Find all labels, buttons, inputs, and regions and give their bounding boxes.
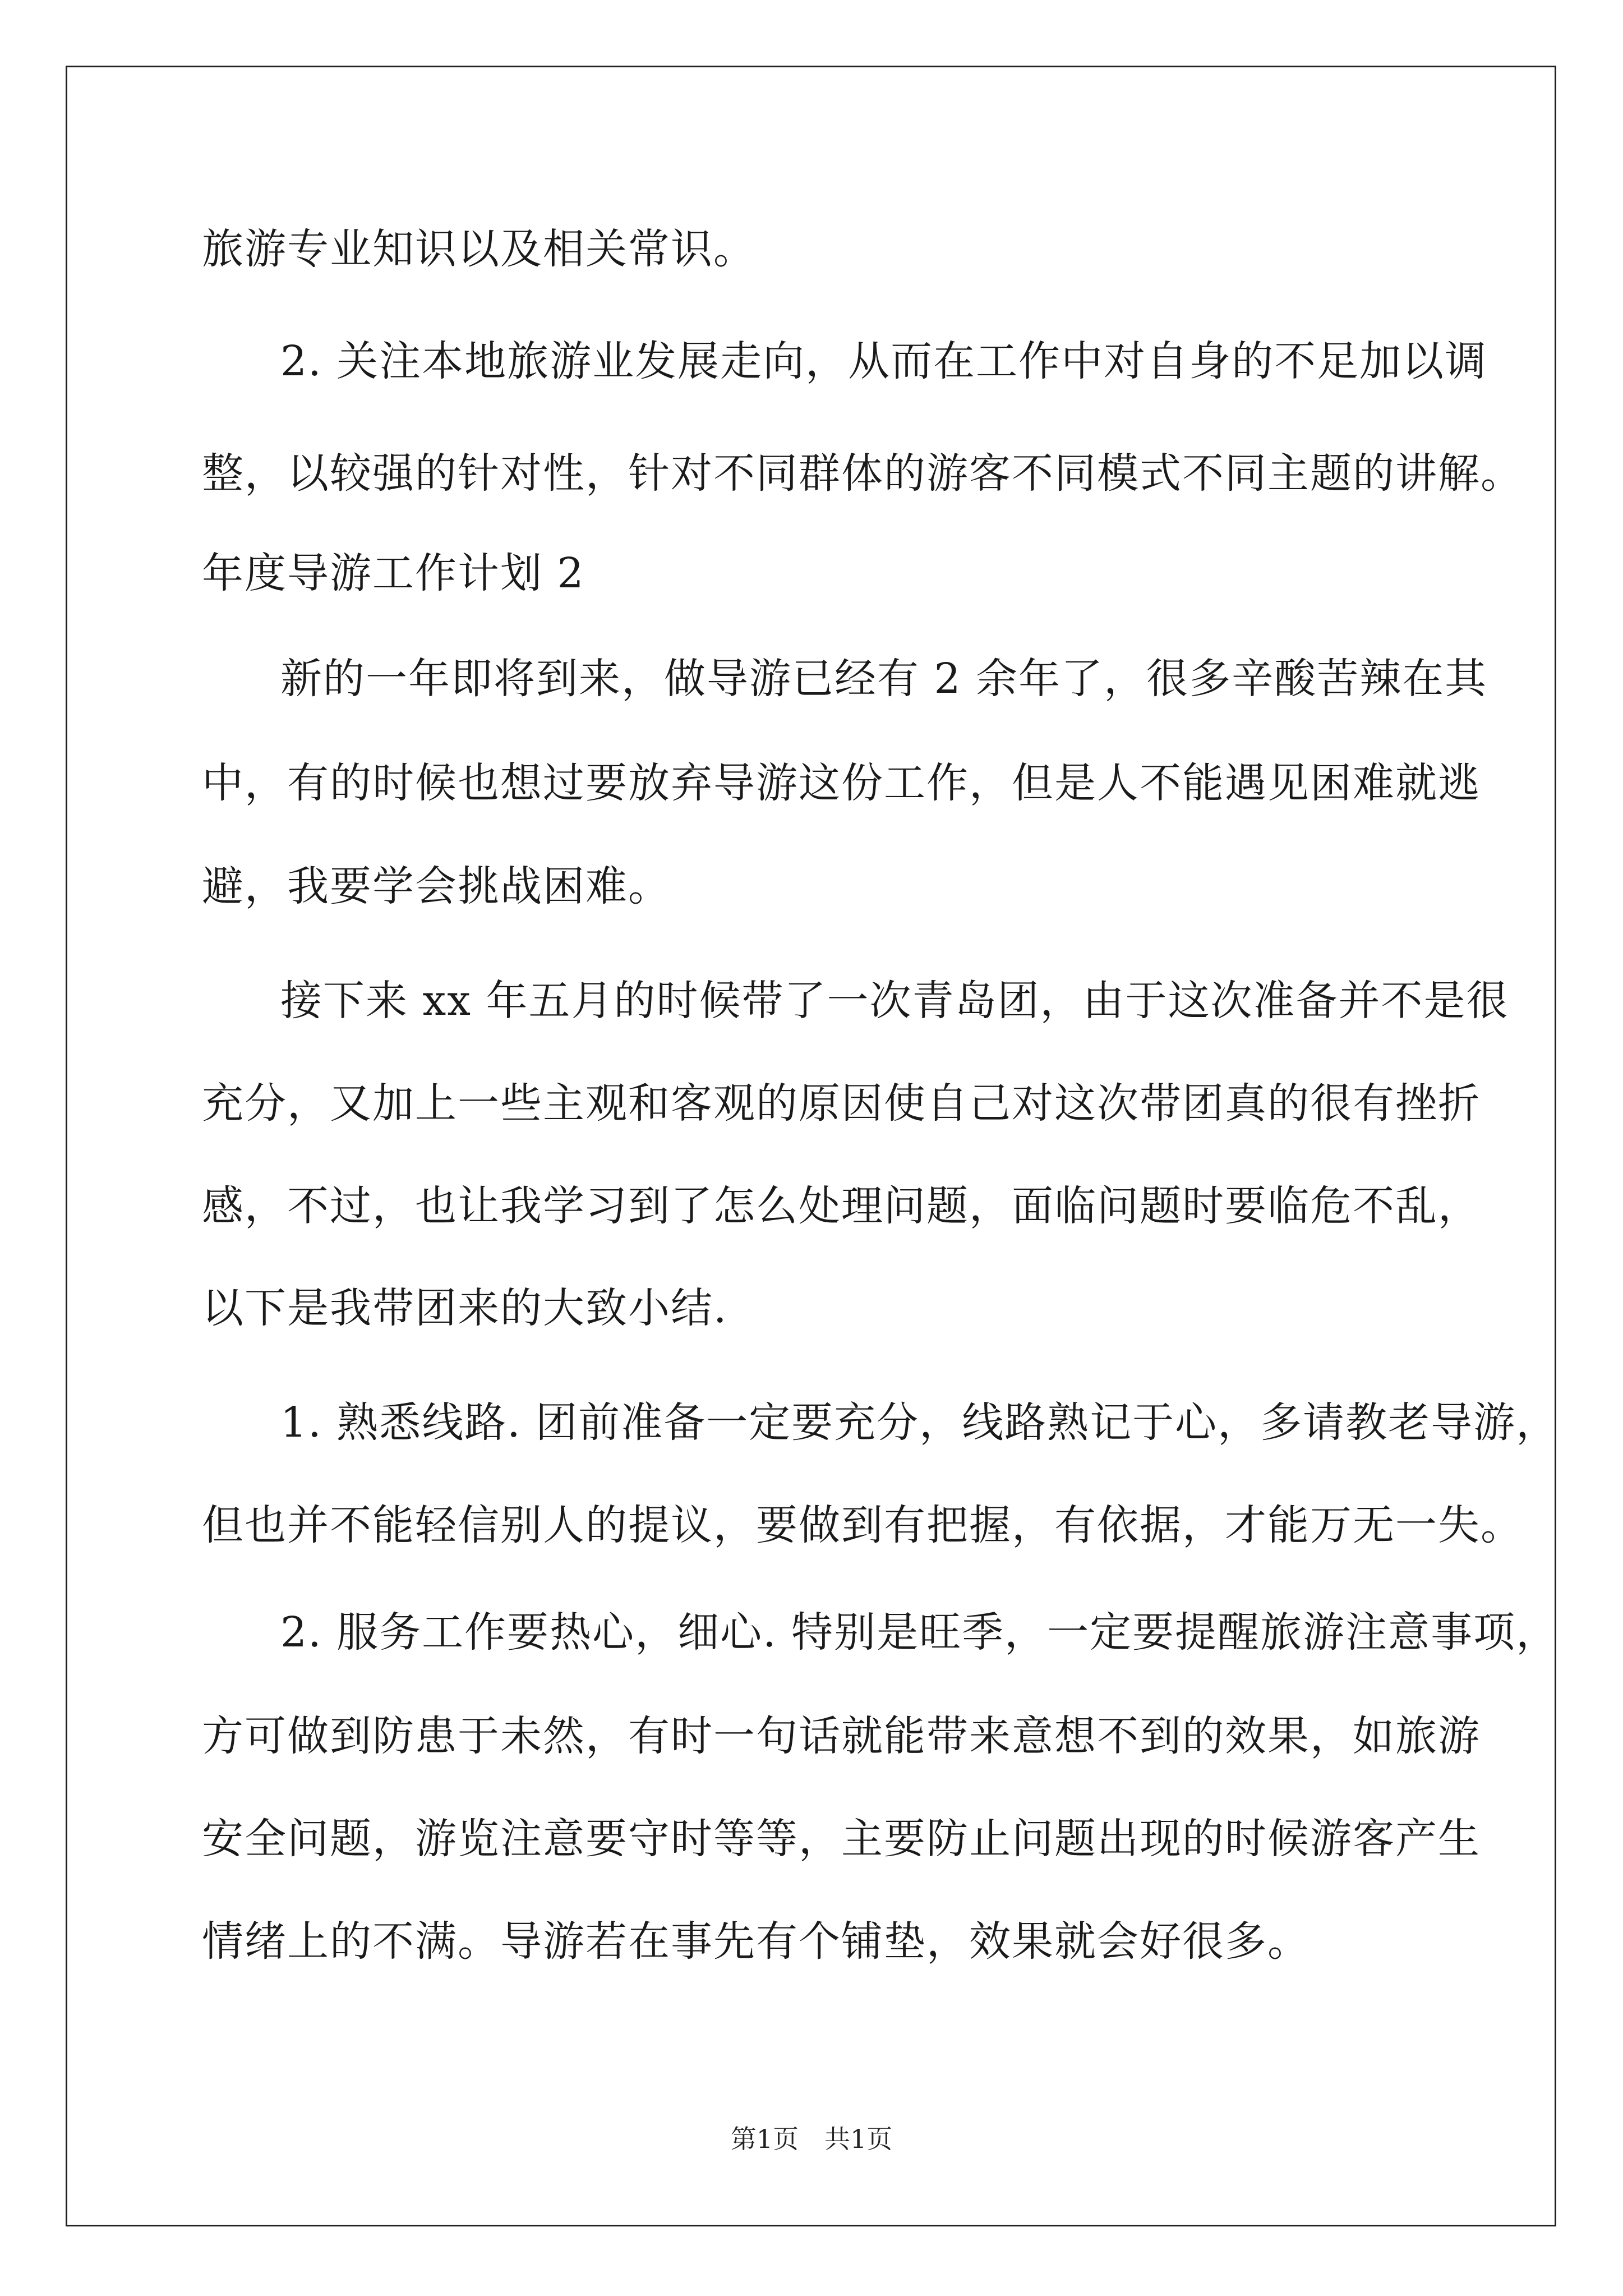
- text-line: 中，有的时候也想过要放弃导游这份工作，但是人不能遇见困难就逃: [202, 759, 1481, 807]
- page-border: [66, 66, 1556, 2226]
- text-line: 情绪上的不满。导游若在事先有个铺垫，效果就会好很多。: [202, 1917, 1310, 1966]
- section-heading: 年度导游工作计划 2: [202, 549, 585, 597]
- text-line: 2. 关注本地旅游业发展走向，从而在工作中对自身的不足加以调: [280, 337, 1488, 385]
- text-line: 1. 熟悉线路. 团前准备一定要充分，线路熟记于心，多请教老导游，: [280, 1398, 1559, 1447]
- text-line: 充分，又加上一些主观和客观的原因使自己对这次带团真的很有挫折: [202, 1079, 1481, 1128]
- text-line: 方可做到防患于未然，有时一句话就能带来意想不到的效果，如旅游: [202, 1712, 1481, 1760]
- text-line: 旅游专业知识以及相关常识。: [202, 225, 756, 273]
- text-line: 2. 服务工作要热心，细心. 特别是旺季，一定要提醒旅游注意事项，: [280, 1608, 1559, 1657]
- text-line: 感，不过，也让我学习到了怎么处理问题，面临问题时要临危不乱，: [202, 1182, 1481, 1230]
- text-line: 安全问题，游览注意要守时等等，主要防止问题出现的时候游客产生: [202, 1815, 1481, 1863]
- text-line: 但也并不能轻信别人的提议，要做到有把握，有依据，才能万无一失。: [202, 1501, 1523, 1549]
- text-line: 避，我要学会挑战困难。: [202, 862, 671, 910]
- text-line: 以下是我带团来的大致小结.: [202, 1284, 728, 1332]
- text-line: 整，以较强的针对性，针对不同群体的游客不同模式不同主题的讲解。: [202, 449, 1523, 498]
- text-line: 新的一年即将到来，做导游已经有 2 余年了，很多辛酸苦辣在其: [280, 655, 1488, 703]
- page-footer: 第1页 共1页: [730, 2124, 893, 2154]
- text-line: 接下来 xx 年五月的时候带了一次青岛团，由于这次准备并不是很: [280, 977, 1509, 1025]
